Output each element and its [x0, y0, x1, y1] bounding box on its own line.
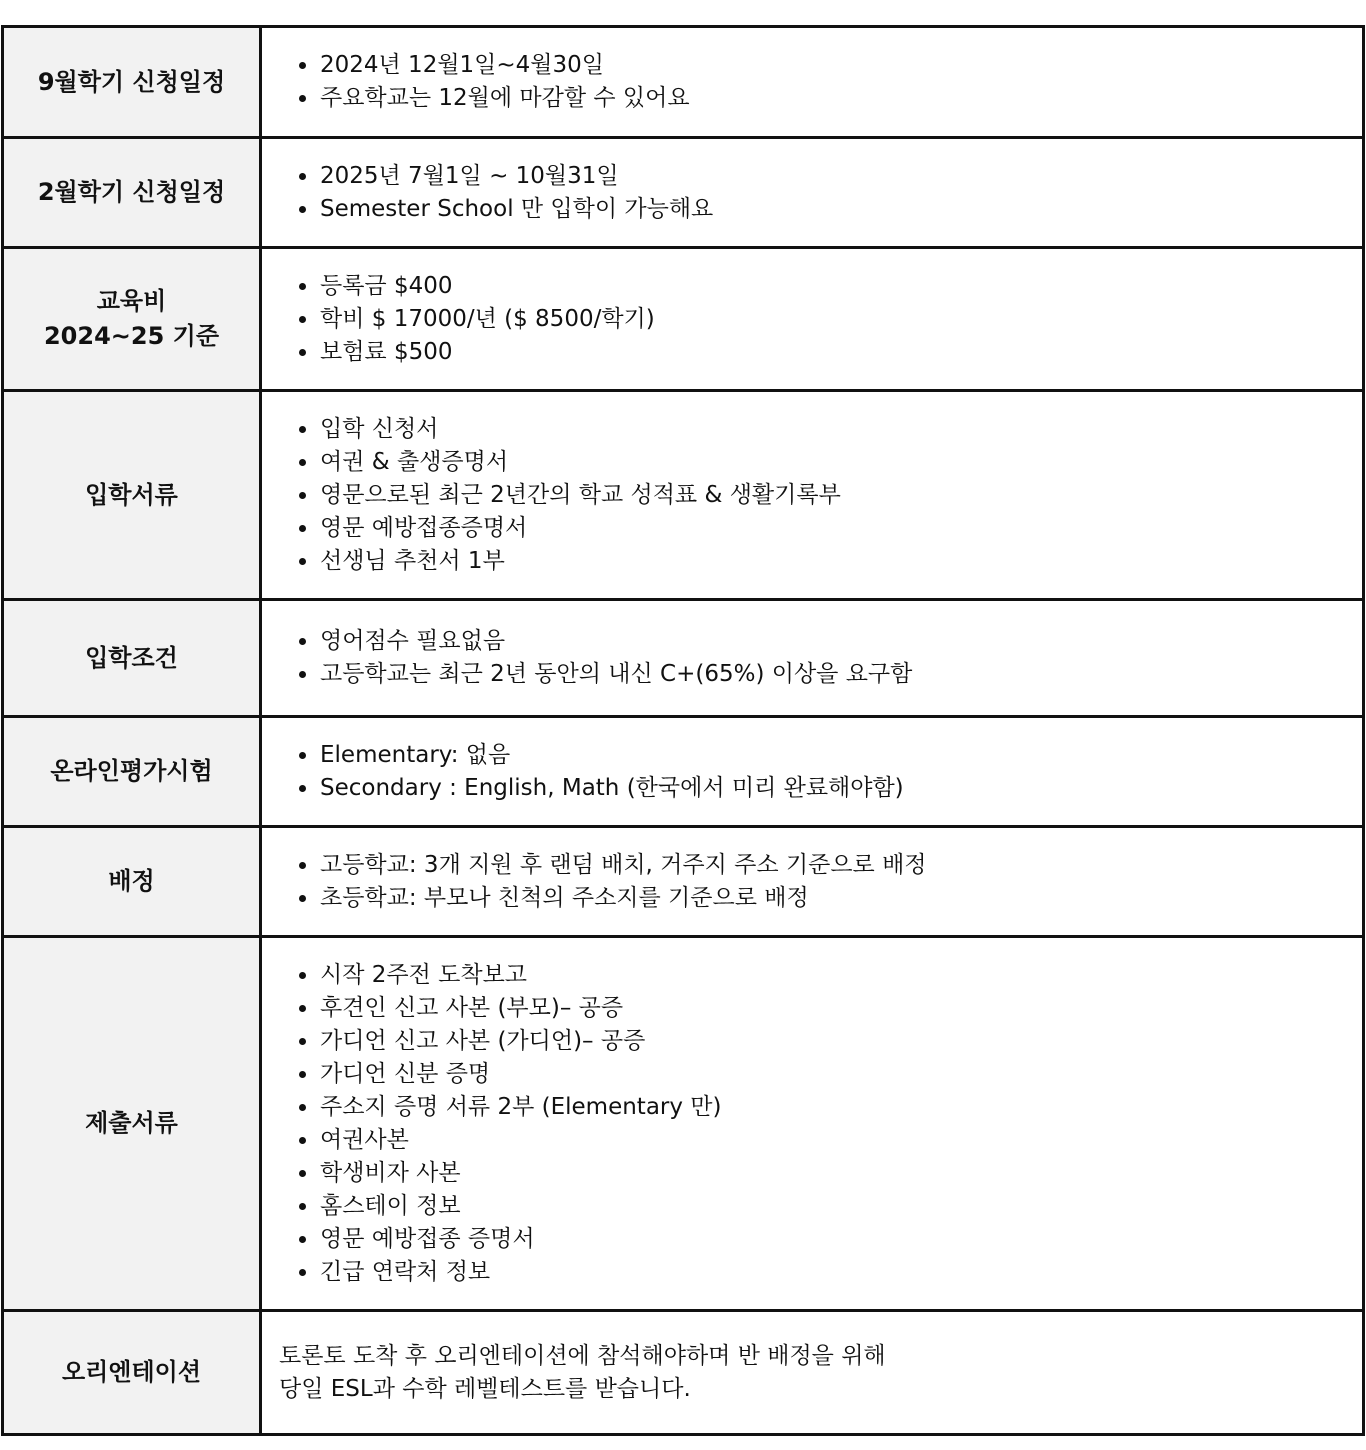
table-row: [3, 138, 1364, 248]
list-item: 영어점수 필요없음: [320, 625, 1362, 658]
list-item: 영문 예방접종증명서: [320, 512, 1362, 545]
row-content: [261, 391, 1364, 600]
bullet-list: [262, 739, 1362, 805]
bullet-list: [262, 413, 1362, 578]
row-label-line: 교육비: [96, 287, 167, 315]
list-item: 선생님 추천서 1부: [320, 545, 1362, 578]
list-item: 홈스테이 정보: [320, 1190, 1362, 1223]
list-item: 학비 $ 17000/년 ($ 8500/학기): [320, 303, 1362, 336]
list-item: Semester School 만 입학이 가능해요: [320, 193, 1362, 226]
row-label-line: 온라인평가시험: [50, 757, 213, 785]
list-item: 고등학교는 최근 2년 동안의 내신 C+(65%) 이상을 요구함: [320, 658, 1362, 691]
row-label-line: 2024~25 기준: [43, 322, 220, 350]
list-item: 주소지 증명 서류 2부 (Elementary 만): [320, 1091, 1362, 1124]
row-content: [261, 1311, 1364, 1435]
table-row: [3, 27, 1364, 138]
list-item: 긴급 연락처 정보: [320, 1256, 1362, 1289]
list-item: 등록금 $400: [320, 270, 1362, 303]
bullet-list: [262, 49, 1362, 115]
row-label-line: 배정: [108, 867, 155, 895]
row-content: [261, 827, 1364, 937]
row-content: [261, 248, 1364, 391]
table-row: [3, 248, 1364, 391]
row-label: [3, 937, 261, 1311]
paragraph-line: 토론토 도착 후 오리엔테이션에 참석해야하며 반 배정을 위해: [279, 1342, 886, 1369]
list-item: 주요학교는 12월에 마감할 수 있어요: [320, 82, 1362, 115]
list-item: 영문으로된 최근 2년간의 학교 성적표 & 생활기록부: [320, 479, 1362, 512]
bullet-list: [262, 160, 1362, 226]
row-label: [3, 248, 261, 391]
list-item: 가디언 신분 증명: [320, 1058, 1362, 1091]
row-label: [3, 827, 261, 937]
list-item: 여권사본: [320, 1124, 1362, 1157]
row-content: [261, 937, 1364, 1311]
row-content: [261, 27, 1364, 138]
row-label: [3, 1311, 261, 1435]
list-item: 고등학교: 3개 지원 후 랜덤 배치, 거주지 주소 기준으로 배정: [320, 849, 1362, 882]
row-label: [3, 391, 261, 600]
list-item: 초등학교: 부모나 친척의 주소지를 기준으로 배정: [320, 882, 1362, 915]
list-item: 2024년 12월1일~4월30일: [320, 49, 1362, 82]
list-item: 2025년 7월1일 ~ 10월31일: [320, 160, 1362, 193]
row-label-line: 9월학기 신청일정: [37, 67, 226, 96]
bullet-list: [262, 270, 1362, 369]
row-content: [261, 717, 1364, 827]
row-label-line: 제출서류: [85, 1109, 178, 1137]
table-row: [3, 391, 1364, 600]
paragraph-line: 당일 ESL과 수학 레벨테스트를 받습니다.: [279, 1375, 691, 1402]
row-label: [3, 717, 261, 827]
list-item: 가디언 신고 사본 (가디언)– 공증: [320, 1025, 1362, 1058]
list-item: 여권 & 출생증명서: [320, 446, 1362, 479]
row-label-line: 2월학기 신청일정: [37, 178, 226, 206]
row-content: [261, 138, 1364, 248]
table-row: [3, 937, 1364, 1311]
table-row: [3, 717, 1364, 827]
list-item: 입학 신청서: [320, 413, 1362, 446]
admission-info-table: [1, 25, 1365, 1436]
row-label-line: 입학조건: [85, 643, 178, 672]
bullet-list: [262, 625, 1362, 691]
bullet-list: [262, 849, 1362, 915]
row-label-line: 입학서류: [85, 480, 178, 509]
row-label: [3, 600, 261, 717]
list-item: 보험료 $500: [320, 336, 1362, 369]
row-content: [261, 600, 1364, 717]
table-row: [3, 827, 1364, 937]
bullet-list: [262, 959, 1362, 1289]
admission-info-table-body: [3, 27, 1364, 1435]
table-row: [3, 600, 1364, 717]
row-label: [3, 27, 261, 138]
list-item: Secondary : English, Math (한국에서 미리 완료해야함): [320, 772, 1362, 805]
list-item: 학생비자 사본: [320, 1157, 1362, 1190]
table-row: [3, 1311, 1364, 1435]
list-item: Elementary: 없음: [320, 739, 1362, 772]
list-item: 영문 예방접종 증명서: [320, 1223, 1362, 1256]
list-item: 시작 2주전 도착보고: [320, 959, 1362, 992]
list-item: 후견인 신고 사본 (부모)– 공증: [320, 992, 1362, 1025]
row-label: [3, 138, 261, 248]
row-label-line: 오리엔테이션: [61, 1358, 202, 1386]
